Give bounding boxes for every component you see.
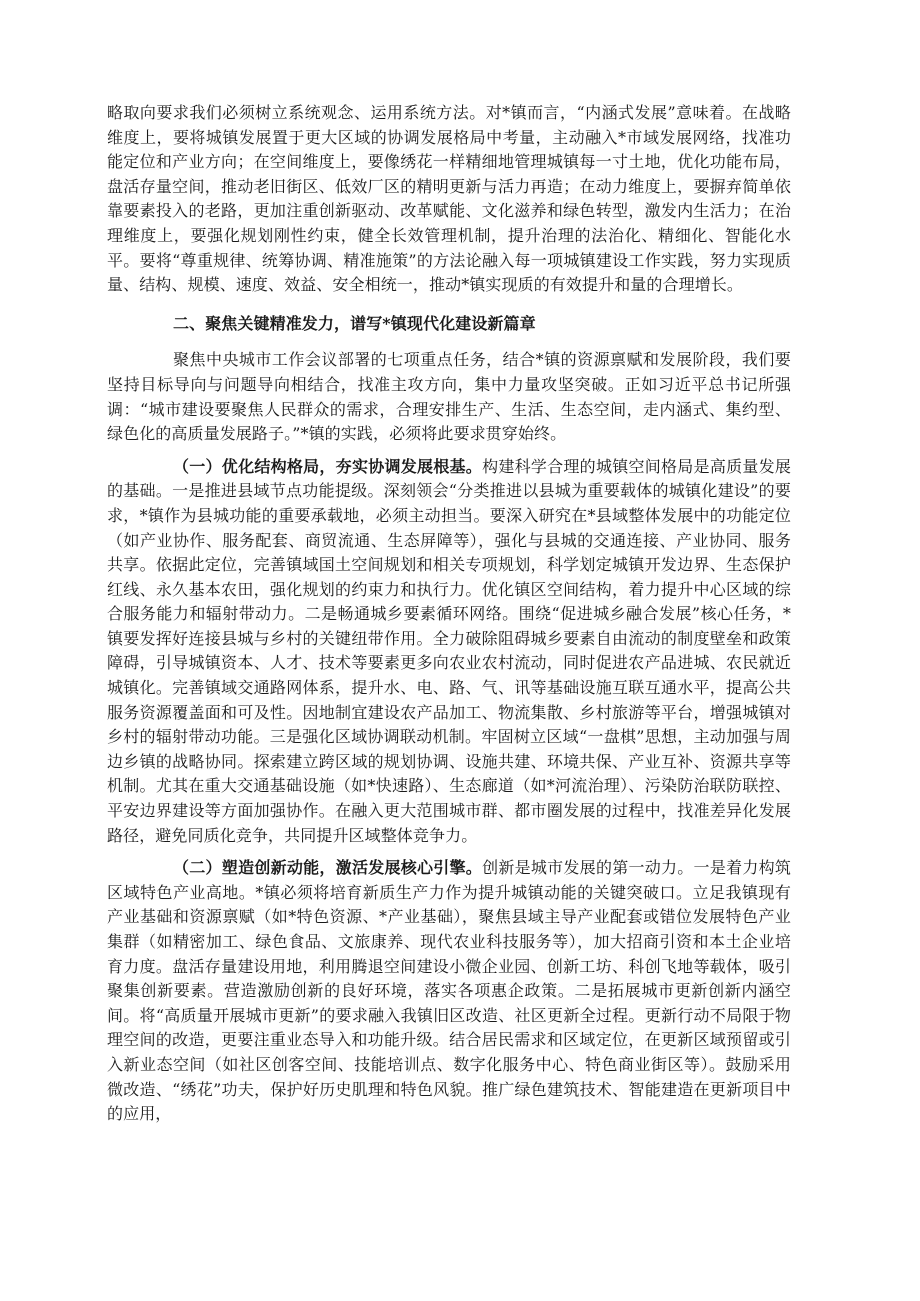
subsection-1-body: 构建科学合理的城镇空间格局是高质量发展的基础。一是推进县域节点功能提级。深刻领会“分类推进以县城为重要载体的城镇化建设”的要求，*镇作为县城功能的重要承载地，必须主动担当。要深入研究在*县域整体发展中的功能定位（如产业协作、服务配套、商贸流通、生态屏障等），强化与县城的交通连接、产业协同、服务共享。依据此定位，完善镇域国土空间规划和相关专项规划，科学划定城镇开发边界、生态保护红线、永久基本农田，强化规划的约束力和执行力。优化镇区空间结构，着力提升中心区域的综合服务能力和辐射带动力。二是畅通城乡要素循环网络。围绕“促进城乡融合发展”核心任务，*镇要发挥好连接县城与乡村的关键纽带作用。全力破除阻碍城乡要素自由流动的制度壁垒和政策障碍，引导城镇资本、人才、技术等要素更多向农业农村流动，同时促进农产品进城、农民就近城镇化。完善镇域交通路网体系，提升水、电、路、气、讯等基础设施互联互通水平，提高公共服务资源覆盖面和可及性。因地制宜建设农产品加工、物流集散、乡村旅游等平台，增强城镇对乡村的辐射带动功能。三是强化区域协调联动机制。牢固树立区域“一盘棋”思想，主动加强与周边乡镇的战略协同。探索建立跨区域的规划协调、设施共建、环境共保、产业互补、资源共享等机制。尤其在重大交通基础设施（如*快速路）、生态廊道（如*河流治理）、污染防治联防联控、平安边界建设等方面加强协作。在融入更大范围城市群、都市圈发展的过程中，找准差异化发展路径，避免同质化竞争，共同提升区域整体竞争力。	[107, 456, 791, 845]
subsection-1-lead: （一）优化结构格局，夯实协调发展根基。	[173, 456, 483, 476]
paragraph-subsection-2	[107, 856, 791, 1127]
paragraph-intro-continuation: 略取向要求我们必须树立系统观念、运用系统方法。对*镇而言，“内涵式发展”意味着。在战略维度上，要将城镇发展置于更大区域的协调发展格局中考量，主动融入*市域发展网络，找准功能定位和产业方向；在空间维度上，要像绣花一样精细地管理城镇每一寸土地，优化功能布局，盘活存量空间，推动老旧街区、低效厂区的精明更新与活力再造；在动力维度上，要摒弃简单依靠要素投入的老路，更加注重创新驱动、改革赋能、文化滋养和绿色转型，激发内生活力；在治理维度上，要强化规划刚性约束，健全长效管理机制，提升治理的法治化、精细化、智能化水平。要将“尊重规律、统筹协调、精准施策”的方法论融入每一项城镇建设工作实践，努力实现质量、结构、规模、速度、效益、安全相统一，推动*镇实现质的有效提升和量的合理增长。	[107, 103, 791, 295]
document-page	[107, 101, 791, 1127]
paragraph-subsection-1	[107, 455, 791, 849]
section-heading-2: 二、聚焦关键精准发力，谱写*镇现代化建设新篇章	[173, 313, 536, 333]
subsection-2-body: 创新是城市发展的第一动力。一是着力构筑区域特色产业高地。*镇必须将培育新质生产力作为提升城镇动能的关键突破口。立足我镇现有产业基础和资源禀赋（如*特色资源、*产业基础），聚焦县域主导产业配套或错位发展特色产业集群（如精密加工、绿色食品、文旅康养、现代农业科技服务等），加大招商引资和本土企业培育力度。盘活存量建设用地，利用腾退空间建设小微企业园、创新工坊、科创飞地等载体，吸引聚集创新要素。营造激励创新的良好环境，落实各项惠企政策。二是拓展城市更新创新内涵空间。将“高质量开展城市更新”的要求融入我镇旧区改造、社区更新全过程。更新行动不局限于物理空间的改造，更要注重业态导入和功能升级。结合居民需求和区域定位，在更新区域预留或引入新业态空间（如社区创客空间、技能培训点、数字化服务中心、特色商业街区等）。鼓励采用微改造、“绣花”功夫，保护好历史肌理和特色风貌。推广绿色建筑技术、智能建造在更新项目中的应用，	[107, 858, 791, 1124]
subsection-2-lead: （二）塑造创新动能，激活发展核心引擎。	[173, 858, 483, 878]
paragraph-section-2-intro: 聚焦中央城市工作会议部署的七项重点任务，结合*镇的资源禀赋和发展阶段，我们要坚持目标导向与问题导向相结合，找准主攻方向，集中力量攻坚突破。正如习近平总书记所强调：“城市建设要聚焦人民群众的需求，合理安排生产、生活、生态空间，走内涵式、集约型、绿色化的高质量发展路子。”*镇的实践，必须将此要求贯穿始终。	[107, 350, 791, 444]
